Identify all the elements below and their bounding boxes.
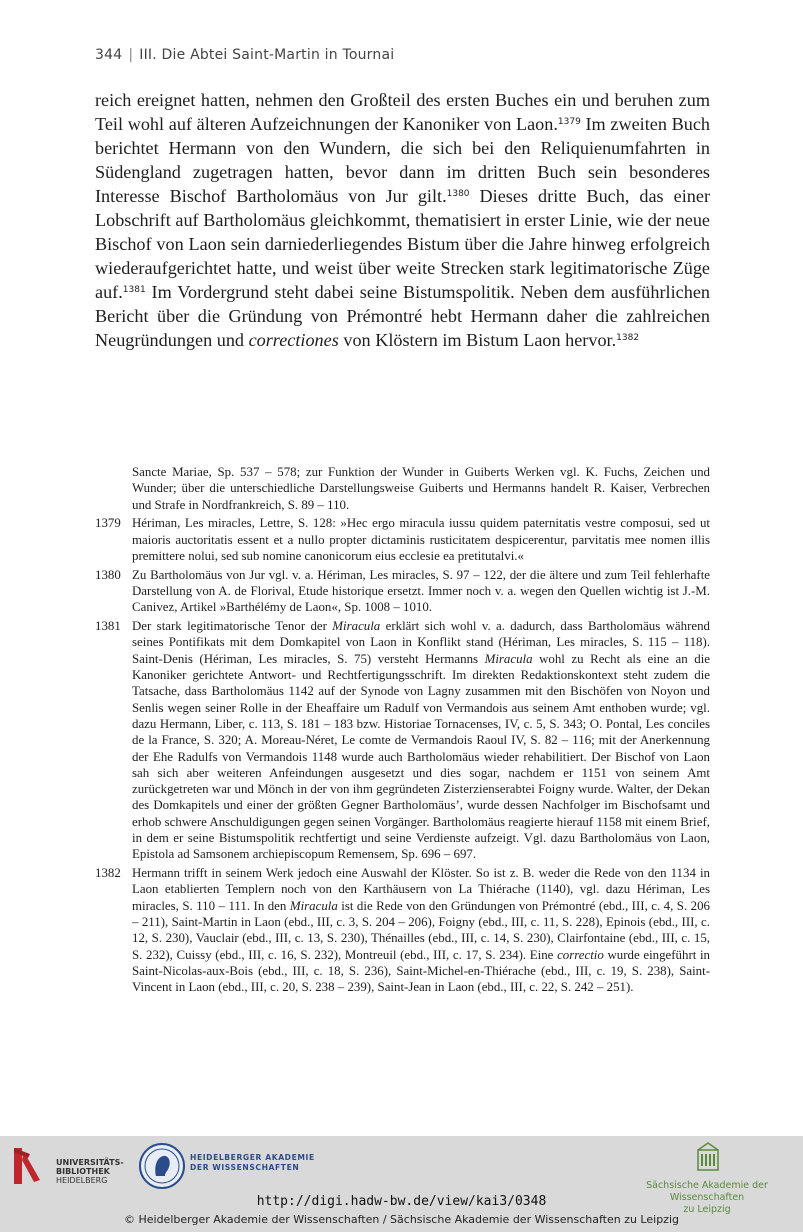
footnote-text: Zu Bartholomäus von Jur vgl. v. a. Hériman, Les miracles, S. 97 – 122, der die ältere und zum Teil fehlerhafte Darstellung von A. de Florival, Etude historique ersetzt. Immer noch v. a. wegen den Quellen wichtig ist J.-M. Canivez, Artikel »Barthélémy de Laon«, Sp. 1008 – 1010. [132,567,710,615]
running-header [95,47,394,63]
permalink-url[interactable]: http://digi.hadw-bw.de/view/kai3/0348 [256,1194,547,1209]
ub-heidelberg-logo[interactable] [10,1144,124,1192]
italic-term: Miracula [484,651,533,666]
body-paragraph [95,88,710,352]
copyright-notice: © Heidelberger Akademie der Wissenschaften / Sächsische Akademie der Wissenschaften zu Leipzig [123,1213,679,1226]
italic-term: Miracula [332,619,381,634]
footnote-ref-1380[interactable]: 1380 [446,189,470,199]
footer-bar [0,1136,803,1232]
header-separator: | [128,47,134,63]
body-sentence: von Klöstern im Bistum Laon hervor. [338,330,617,350]
footnote-number: 1380 [95,567,121,582]
ub-logo-text: UNIVERSITÄTS- BIBLIOTHEK HEIDELBERG [56,1158,124,1185]
body-sentence: Dieses dritte Buch, das einer Lobschrift auf Bartholomäus gleichkommt, thematisiert in erster Linie, wie der neue Bischof von Laon sein darniederliegendes Bistum über die Jahre hinweg erfolgreich wiederaufgerichtet hatte, und weist über weite Strecken stark legitimatorische Züge auf. [95,186,710,302]
italic-term: correctiones [248,330,339,350]
footnote-continuation: Sancte Mariae, Sp. 537 – 578; zur Funktion der Wunder in Guiberts Werken vgl. K. Fuchs, Zeichen und Wunder; über die unterschiedliche Darstellungsweise Guiberts und Hermanns handelt R. Kaiser, Verbrechen und Strafe in Nordfrankreich, S. 89 – 110. [132,465,710,512]
italic-term: correctio [557,947,604,962]
footnote-text: Hermann trifft in seinem Werk jedoch eine Auswahl der Klöster. So ist z. B. weder die Rede von den 1134 in Laon etablierten Templern noch von den Karthäusern von La Thiérache (1140), vgl. dazu Hériman, Les miracles, S. 110 – 111. In den Miracula ist die Rede von den Gründungen von Prémontré (ebd., III, c. 4, S. 206 – 211), Saint-Martin in Laon (ebd., III, c. 3, S. 204 – 206), Foigny (ebd., III, c. 11, S. 228), Epinois (ebd., III, c. 12, S. 230), Vauclair (ebd., III, c. 13, S. 230), Thénailles (ebd., III, c. 14, S. 230), Clairfontaine (ebd., III, c. 15, S. 232), Cuissy (ebd., III, c. 16, S. 232), Montreuil (ebd., III, c. 17, S. 234). Eine correctio wurde eingeführt in Saint-Nicolas-aux-Bois (ebd., III, c. 18, S. 236), Saint-Michel-en-Thiérache (ebd., III, c. 19, S. 238), Saint-Vincent in Laon (ebd., III, c. 20, S. 238 – 239), Saint-Jean in Laon (ebd., III, c. 22, S. 242 – 251). [132,866,711,995]
main-text [95,88,710,352]
saw-logo-text: Sächsische Akademie der Wissenschaften zu Leipzig [646,1180,768,1215]
saw-building-icon [697,1142,719,1172]
body-sentence: Im zweiten Buch berichtet Hermann von den Wundern, die sich bei den Reliquienumfahrten in Südengland zugetragen hatten, bevor dann im dritten Buch sein besonderes Interesse Bischof Bartholomäus von Jur gilt. [95,114,710,206]
footnote-number: 1382 [95,866,121,881]
footnote-ref-1379[interactable]: 1379 [557,117,581,127]
footnotes [95,464,710,998]
body-sentence: reich ereignet hatten, nehmen den Großteil des ersten Buches ein und beruhen zum Teil wohl auf älteren Aufzeichnungen der Kanoniker von Laon. [95,90,710,134]
footnote-ref-1382[interactable]: 1382 [616,333,640,343]
italic-term: Miracula [289,898,338,913]
footnote-1380 [95,567,710,616]
hawk-seal-icon [138,1142,186,1190]
footnote-text: Hériman, Les miracles, Lettre, S. 128: »Hec ergo miracula iussu quidem paternitatis vestre composui, sed ut maioris auctoritatis essent et a nullo propter dictaminis rusticitatem despicerentur, parvitatis mee nomen illis premittere nolui, sed sub nomine canonicorum eius ecclesie ea pretitutalvi.« [132,516,710,563]
footnote-1381 [95,618,710,862]
ub-logo-icon [10,1144,46,1188]
footnote-1379 [95,515,710,564]
page-number: 344 [95,47,123,63]
footnote-1382 [95,865,710,995]
saw-logo[interactable] [697,1142,719,1177]
footnote-number: 1381 [95,619,121,634]
footnote-text: Der stark legitimatorische Tenor der Miracula erklärt sich wohl v. a. dadurch, dass Bartholomäus während seines Pontifikats mit dem Domkapitel von Laon in Konflikt stand (Hériman, Les miracles, S. 115 – 118). Saint-Denis (Hériman, Les miracles, S. 75) versteht Hermanns Miracula wohl zu Recht als eine an die Kanoniker gerichtete Antwort- und Rechtfertigungsschrift. Im direkten Redaktionskontext steht zudem die Tatsache, dass Bartholomäus 1142 auf der Synode von Lagny zusammen mit den Bischöfen von Noyon und Senlis wegen seiner Rolle in der Eheaffaire um Radulf von Vermandois aus seinem Amt enthoben wurde; vgl. dazu Hermann, Liber, c. 113, S. 181 – 183 bzw. Historiae Tornacenses, IV, c. 5, S. 343; O. Pontal, Les conciles de la France, S. 320; A. Moreau-Néret, Le comte de Vermandois Raoul IV, S. 82 – 116; mit der Anerkennung der Ehe Radulfs von Vermandois 1148 wurde auch Bartholomäus wieder rehabilitiert. Der Bischof von Laon sah sich aber weiteren Anfeindungen ausgesetzt und dies sogar, nachdem er 1151 von seinem Amt zurückgetreten war und Mönch in der von ihm gegründeten Zisterzienserabtei Foigny wurde. Walter, der Dekan des Domkapitels und einer der größten Gegner Bartholomäus’, wurde dessen Nachfolger im Bischofsamt und erhob schwere Anschuldigungen gegen seinen Vorgänger. Bartholomäus reagierte hierauf 1158 mit einem Brief, in dem er seine Bistumspolitik rechtfertigt und seine Verdienste aufzeigt. Vgl. dazu Bartholomäus von Laon, Epistola ad Samsonem archiepiscopum Remensem, Sp. 696 – 697. [132,619,710,862]
chapter-title: III. Die Abtei Saint-Martin in Tournai [139,47,395,63]
hawk-logo-text: HEIDELBERGER AKADEMIE DER WISSENSCHAFTEN [190,1153,315,1172]
hawk-logo[interactable] [138,1142,186,1195]
footnote-ref-1381[interactable]: 1381 [122,285,146,295]
body-sentence: Im Vordergrund steht dabei seine Bistumspolitik. Neben dem ausführlichen Bericht über die Gründung von Prémontré hebt Hermann daher die zahlreichen Neugründungen und [95,282,710,350]
footnote-number: 1379 [95,516,121,531]
